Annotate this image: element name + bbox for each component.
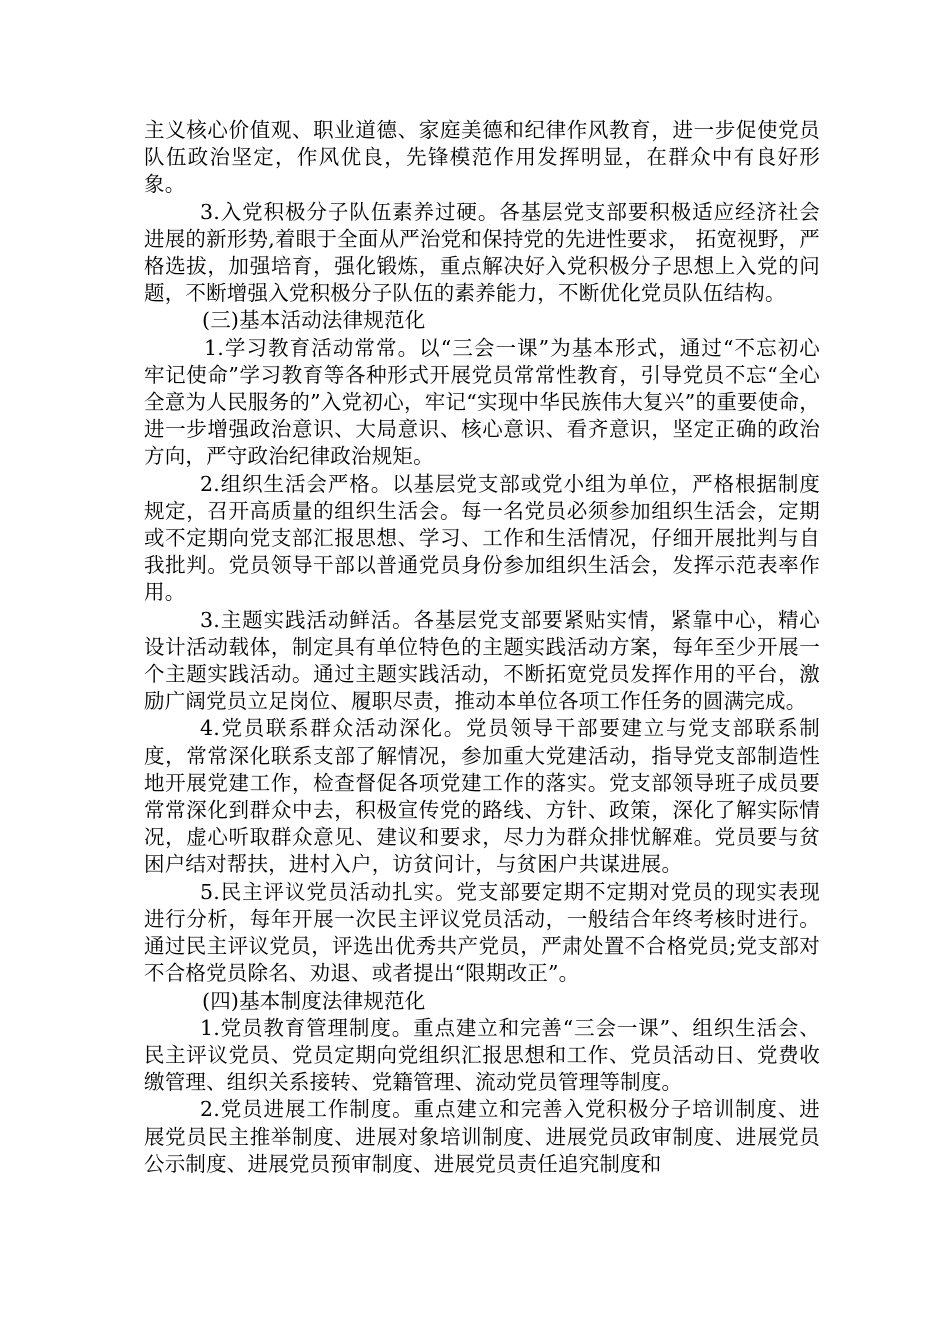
paragraph-contact-masses: 4.党员联系群众活动深化。党员领导干部要建立与党支部联系制度，常常深化联系支部了解情况，参加重大党建活动，指导党支部制造性地开展党建工作，检查督促各项党建工作的落实。党支部领导班子成员要常常深化到群众中去，积极宣传党的路线、方针、政策，深化了解实际情况，虚心听取群众意见、建议和要求，尽力为群众排忧解难。党员要与贫困户结对帮扶，进村入户，访贫问计，与贫困户共谋进展。 (144, 716, 820, 877)
paragraph-education-management: 1.党员教育管理制度。重点建立和完善“三会一课”、组织生活会、民主评议党员、党员定期向党组织汇报思想和工作、党员活动日、党费收缴管理、组织关系接转、党籍管理、流动党员管理等制度。 (144, 1015, 820, 1095)
paragraph-organizational-life: 2.组织生活会严格。以基层党支部或党小组为单位，严格根据制度规定，召开高质量的组织生活会。每一名党员必须参加组织生活会，定期或不定期向党支部汇报思想、学习、工作和生活情况，仔细开展批判与自我批判。党员领导干部以普通党员身份参加组织生活会，发挥示范表率作用。 (144, 471, 820, 605)
section-heading-systems: (四)基本制度法律规范化 (202, 988, 426, 1013)
paragraph-democratic-appraisal: 5.民主评议党员活动扎实。党支部要定期不定期对党员的现实表现进行分析，每年开展一次民主评议党员活动，一般结合年终考核时进行。通过民主评议党员，评选出优秀共产党员，严肃处置不合格党员;党支部对不合格党员除名、劝退、或者提出“限期改正”。 (144, 879, 820, 986)
paragraph-study-education: 1.学习教育活动常常。以“三会一课”为基本形式，通过“不忘初心 牢记使命”学习教育等各种形式开展党员常常性教育，引导党员不忘“全心全意为人民服务的”入党初心，牢记“实现中华民族伟大复兴”的重要使命，进一步增强政治意识、大局意识、核心意识、看齐意识，坚定正确的政治方向，严守政治纪律政治规矩。 (144, 335, 820, 469)
paragraph-activists-quality: 3.入党积极分子队伍素养过硬。各基层党支部要积极适应经济社会进展的新形势,着眼于全面从严治党和保持党的先进性要求， 拓宽视野，严格选拔，加强培育，强化锻炼，重点解决好入党积极分子思想上入党的问题，不断增强入党积极分子队伍的素养能力，不断优化党员队伍结构。 (144, 199, 820, 306)
paragraph-member-development: 2.党员进展工作制度。重点建立和完善入党积极分子培训制度、进展党员民主推举制度、进展对象培训制度、进展党员政审制度、进展党员公示制度、进展党员预审制度、进展党员责任追究制度和 (144, 1097, 820, 1176)
paragraph-theme-practice: 3.主题实践活动鲜活。各基层党支部要紧贴实情，紧靠中心，精心设计活动载体，制定具有单位特色的主题实践活动方案，每年至少开展一个主题实践活动。通过主题实践活动，不断拓宽党员发挥作用的平台，激励广阔党员立足岗位、履职尽责，推动本单位各项工作任务的圆满完成。 (144, 607, 820, 714)
paragraph-values-education: 主义核心价值观、职业道德、家庭美德和纪律作风教育，进一步促使党员队伍政治坚定，作风优良，先锋模范作用发挥明显，在群众中有良好形象。 (144, 118, 820, 197)
document-page (144, 117, 820, 1178)
section-heading-activities: (三)基本活动法律规范化 (202, 308, 426, 333)
